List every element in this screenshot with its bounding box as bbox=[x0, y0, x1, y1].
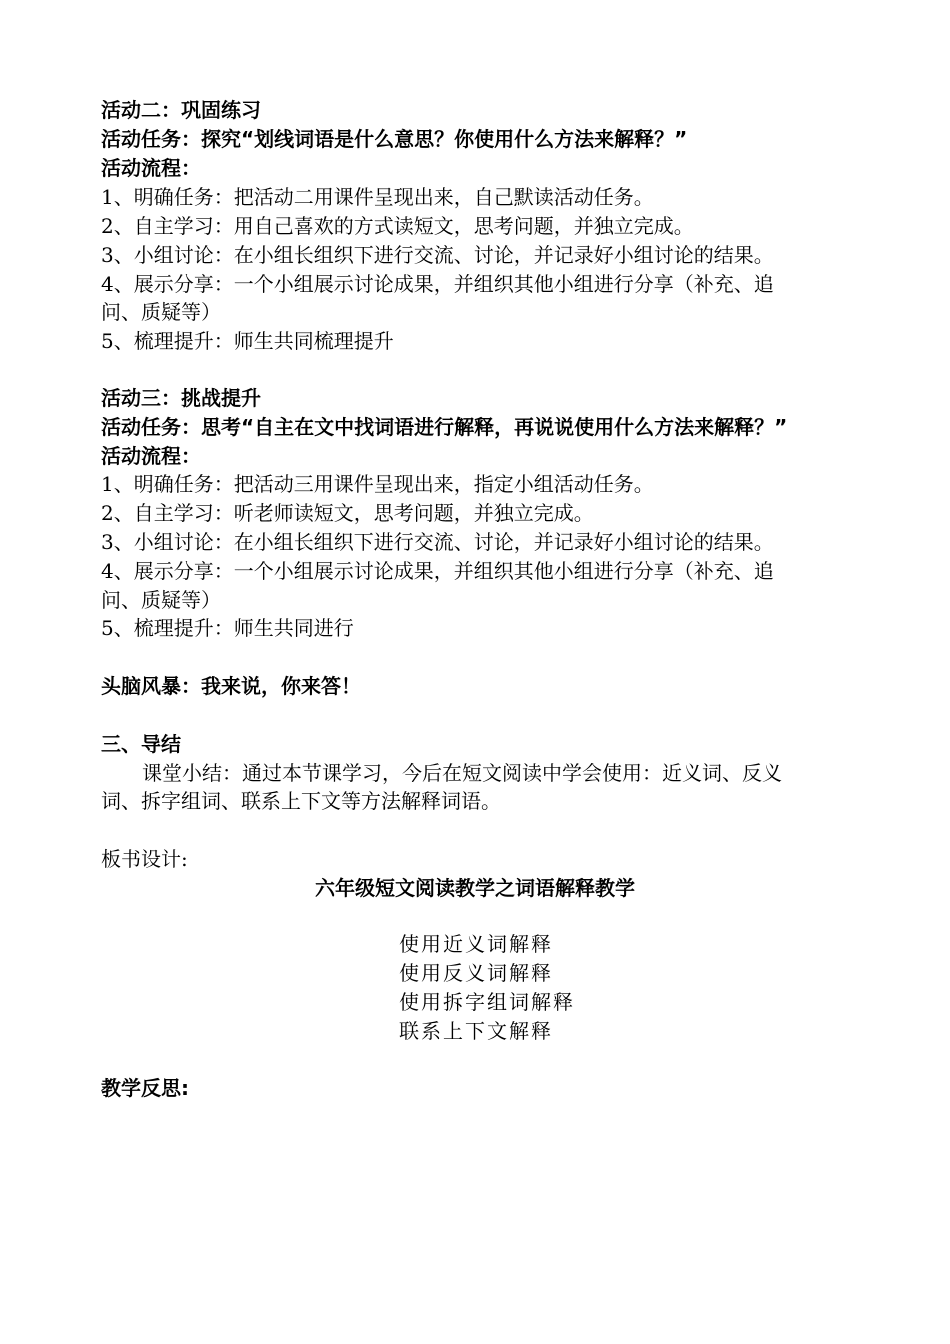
activity2-step: 3、小组讨论：在小组长组织下进行交流、讨论，并记录好小组讨论的结果。 bbox=[101, 243, 774, 267]
board-item: 使用拆字组词解释 bbox=[399, 990, 575, 1014]
activity3-flow-label: 活动流程： bbox=[101, 444, 201, 468]
activity3-step: 5、梳理提升：师生共同进行 bbox=[101, 616, 354, 640]
activity2-flow-label: 活动流程： bbox=[101, 156, 201, 180]
activity3-step: 问、质疑等） bbox=[101, 588, 221, 612]
reflection-label: 教学反思: bbox=[101, 1076, 189, 1100]
board-item: 使用近义词解释 bbox=[399, 932, 553, 956]
board-item: 联系上下文解释 bbox=[399, 1019, 553, 1043]
activity3-step: 1、明确任务：把活动三用课件呈现出来，指定小组活动任务。 bbox=[101, 472, 654, 496]
activity3-task: 活动任务：思考“自主在文中找词语进行解释，再说说使用什么方法来解释？” bbox=[101, 415, 788, 439]
board-item: 使用反义词解释 bbox=[399, 961, 553, 985]
activity2-task: 活动任务：探究“划线词语是什么意思？你使用什么方法来解释？” bbox=[101, 127, 688, 151]
activity3-title: 活动三：挑战提升 bbox=[101, 386, 261, 410]
conclusion-summary-cont: 词、拆字组词、联系上下文等方法解释词语。 bbox=[101, 789, 501, 813]
activity2-step: 4、展示分享：一个小组展示讨论成果，并组织其他小组进行分享（补充、追 bbox=[101, 272, 774, 296]
brainstorm-heading: 头脑风暴：我来说，你来答！ bbox=[101, 674, 361, 698]
activity2-step: 5、梳理提升：师生共同梳理提升 bbox=[101, 329, 394, 353]
board-title: 六年级短文阅读教学之词语解释教学 bbox=[315, 876, 635, 900]
conclusion-summary: 课堂小结：通过本节课学习，今后在短文阅读中学会使用：近义词、反义 bbox=[142, 761, 782, 785]
activity2-step: 问、质疑等） bbox=[101, 300, 221, 324]
activity2-step: 2、自主学习：用自己喜欢的方式读短文，思考问题，并独立完成。 bbox=[101, 214, 694, 238]
conclusion-heading: 三、导结 bbox=[101, 732, 181, 756]
activity3-step: 3、小组讨论：在小组长组织下进行交流、讨论，并记录好小组讨论的结果。 bbox=[101, 530, 774, 554]
activity3-step: 2、自主学习：听老师读短文，思考问题，并独立完成。 bbox=[101, 501, 594, 525]
activity2-step: 1、明确任务：把活动二用课件呈现出来，自己默读活动任务。 bbox=[101, 185, 654, 209]
activity2-title: 活动二：巩固练习 bbox=[101, 98, 261, 122]
board-label: 板书设计: bbox=[101, 847, 188, 871]
activity3-step: 4、展示分享：一个小组展示讨论成果，并组织其他小组进行分享（补充、追 bbox=[101, 559, 774, 583]
